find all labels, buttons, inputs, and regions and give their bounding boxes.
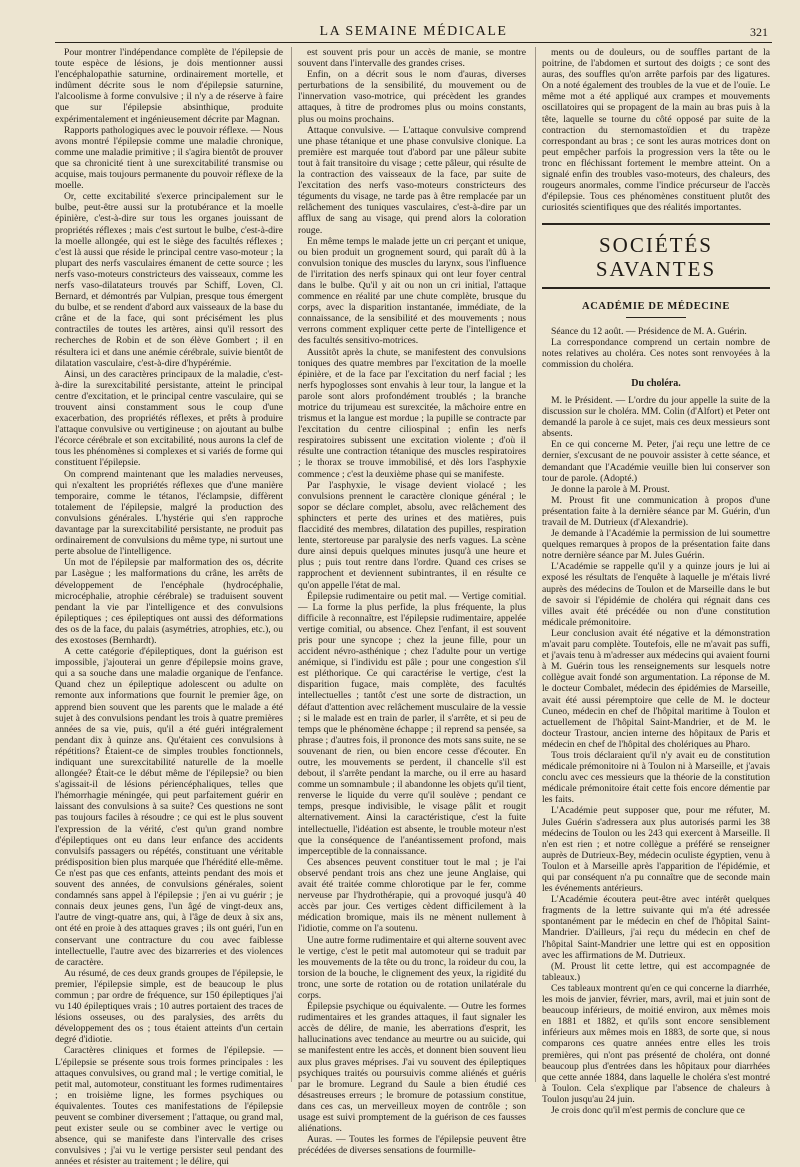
paragraph: En même temps le malade jette un cri perçant et unique, ou bien produit un grognement sourd, qui paraît dû à la convulsion tonique des muscles du larynx, sous l'influence de l'irritation des nerfs spinaux qui ont leur foyer central dans le bulbe. Qu'il y ait ou non un cri initial, l'attaque commence en réalité par une chute complète, brusque du corps, avec la disparition instantanée, immédiate, de la connaissance, de la sensibilité et des mouvements ; nous verrons comment expliquer cette perte de l'intelligence et des facultés sensitivo-motrices. [298,235,526,347]
subheading: Du choléra. [631,377,681,389]
paragraph: Attaque convulsive. — L'attaque convulsive comprend une phase tétanique et une phase convulsive clonique. La première est marquée tout d'abord par une pâleur subite tout à fait transitoire du visage ; cette pâleur, qui résulte de la contraction des vaisseaux de la face, par suite de l'excitation des nerfs vaso-moteurs constricteurs des téguments du visage, ne tarde pas à être remplacée par un relâchement des tuniques vasculaires, c'est-à-dire par un afflux de sang au visage, qui prend alors la coloration rouge. [298,124,526,236]
paragraph: Épilepsie psychique ou équivalente. — Outre les formes rudimentaires et les grandes attaques, il faut signaler les accès de délire, de manie, les aberrations d'esprit, les hallucinations avec tendance au meurtre ou au suicide, qui se manifestent entre les accès, et donnent bien souvent lieu aux plus graves méprises. J'ai vu souvent des épileptiques psychiques traités ou poursuivis comme aliénés et guéris par le bromure. Legrand du Saule a bien étudié ces désastreuses erreurs ; le bromure de potassium constitue, dans ces cas, un merveilleux moyen de contrôle ; son usage est suivi promptement de la guérison de ces fausses aliénations. [298,1001,526,1135]
column-divider [291,47,292,1082]
paragraph: Enfin, on a décrit sous le nom d'auras, diverses perturbations de la sensibilité, du mouvement ou de l'innervation vaso-motrice, qui précèdent les grandes attaques, à titre de prodromes plus ou moins constants, plus ou moins prochains. [298,69,526,125]
paragraph: Ces tableaux montrent qu'en ce qui concerne la diarrhée, les mois de janvier, février, mars, avril, mai et juin sont de beaucoup inférieurs, de moitié environ, aux mêmes mois en 1881 et 1882, et qu'ils sont encore sensiblement inférieurs aux mêmes mois en 1883, de sorte que, si nous comparons ces quatre années entre elles les trois premières, qui n'ont pas présenté de choléra, ont donné beaucoup plus d'entrées dans les hôpitaux pour diarrhées que cette année 1884, dans laquelle le choléra s'est montré à Toulon. Cela s'explique par l'absence de chaleurs à Toulon jusqu'au 24 juin. [542,982,770,1105]
column-divider [535,47,536,1082]
paragraph: Je demande à l'Académie la permission de lui soumettre quelques remarques à propos de la présentation faite dans notre dernière séance par M. Jules Guérin. [542,528,770,562]
paragraph: Par l'asphyxie, le visage devient violacé ; les convulsions prennent le caractère clonique général ; le sopor se déclare complet, absolu, avec relâchement des sphincters et perte des urines et des matières, puis flaccidité des membres, dilatation des pupilles, respiration lente, stertoreuse par paralysie des nerfs vagues. La scène dure ainsi depuis quelques minutes jusqu'à une heure et plus ; puis tout rentre dans l'ordre. Quand ces crises se rapprochent et deviennent subintrantes, il en résulte ce qu'on appelle l'état de mal. [298,479,526,591]
paragraph: Je donne la parole à M. Proust. [551,483,670,495]
column-3 [542,47,770,1116]
journal-title: LA SEMAINE MÉDICALE [319,24,508,39]
paragraph: Rapports pathologiques avec le pouvoir réflexe. — Nous avons montré l'épilepsie comme une maladie chronique, comme une maladie primitive ; il s'agira bientôt de prouver que sa chronicité tient à une surexcitabilité transmise ou acquise, mais toujours permanente du pouvoir réflexe de la moelle. [55,124,283,192]
paragraph: On comprend maintenant que les maladies nerveuses, qui n'exaltent les propriétés réflexes que d'une manière temporaire, comme le tétanos, l'éclampsie, diffèrent totalement de l'épilepsie, malgré la production des convulsions générales. L'hystérie qui s'en rapproche davantage par la surexcitabilité persistante, ne produit pas ordinairement de convulsions du même type, ni surtout une perte absolue de l'intelligence. [55,468,283,558]
paragraph: Au résumé, de ces deux grands groupes de l'épilepsie, le premier, l'épilepsie simple, est de beaucoup le plus commun ; par ordre de fréquence, sur 150 épileptiques j'ai vu 140 épileptiques vrais ; 10 autres portaient des traces de lésions osseuses, ou des paralysies, des arrêts du développement des os ; tous étaient atteints d'un certain degré d'idiotie. [55,967,283,1046]
session-line: Séance du 12 août. — Présidence de M. A. Guérin. [551,325,747,337]
correspondence-note: La correspondance comprend un certain nombre de notes relatives au choléra. Ces notes sont renvoyées à la commission du choléra. [542,336,770,370]
section-title: SOCIÉTÉS SAVANTES [595,233,717,282]
paragraph: Tous trois déclaraient qu'il n'y avait eu de constitution médicale prémonitoire ni à Toulon ni à Marseille, et j'avais conclu avec ces messieurs que la théorie de la constitution médicale prémonitoire était cette fois encore démentie par les faits. [542,749,770,806]
paragraph: Or, cette excitabilité s'exerce principalement sur le bulbe, peut-être aussi sur la protubérance et la moelle épinière, c'est-à-dire sur tous les organes jouissant de propriétés réflexes ; mais c'est surtout le bulbe, c'est-à-dire la moelle allongée, qui est le siège des facultés réflexes ; c'est là aussi que réside le principal centre vaso-moteur ; la plupart des nerfs vasculaires émanent de cette source ; les nerfs vaso-moteurs constricteurs des vaisseaux, comme les nerfs vaso-dilatateurs trouvés par Schiff, Loven, Cl. Bernard, et démontrés par Vulpian, presque tous émergent du bulbe, et se rendent d'abord aux vaisseaux de la base du crâne et de la face, qui sont précisément les plus contractiles de toutes les artères, ainsi qu'il ressort des recherches de Robin et de son élève Gombert ; il en résultera ici et dans une anémie cérébrale, suivie bientôt de dilatation vasculaire, c'est-à-dire d'hypérémie. [55,191,283,369]
page-number: 321 [750,25,768,39]
paragraph: Je crois donc qu'il m'est permis de conclure que ce [551,1104,745,1116]
paragraph: L'Académie écoutera peut-être avec intérêt quelques fragments de la lettre suivante qui m'a été adressée spontanément par le médecin en chef de l'hôpital Saint-Mandrier. D'ailleurs, j'ai reçu du médecin en chef de l'hôpital Saint-Mandrier une lettre qui est en opposition avec les affirmations de M. Dutrieux. [542,894,770,961]
paragraph: En ce qui concerne M. Peter, j'ai reçu une lettre de ce dernier, s'excusant de ne pouvoir assister à cette séance, et demandant que l'Académie veuille bien lui conserver son tour de parole. (Adopté.) [542,439,770,484]
paragraph: A cette catégorie d'épileptiques, dont la guérison est impossible, j'ajouterai un genre d'épilepsie moins grave, qui a sa souche dans une maladie organique de l'enfance. Quand chez un épileptique adolescent ou adulte on remonte aux informations que fournit le premier âge, on apprend bien souvent que les parents que le malade a été sujet à des convulsions pendant les trois à quatre premières années de sa vie, puis, qu'il a été guéri intégralement pendant dix à quinze ans. Qu'étaient ces convulsions à répétitions? Étaient-ce de simples troubles fonctionnels, indiquant une surexcitabilité naturelle de la moelle allongée? Était-ce le début même de l'épilepsie? ou bien s'agissait-il de lésions périencéphaliques, telles que l'hémorrhagie méningée, qui peut parfaitement guérir en laissant des convulsions à sa suite? Ces questions ne sont pas toujours faciles à résoudre ; ce qui est le plus souvent l'expression de la vérité, c'est qu'un grand nombre d'épileptiques ont eu dans leur enfance des accidents convulsifs passagers ou répétés, constituant une véritable prédisposition bien plus marquée que l'hérédité elle-même. Ce n'est pas que ces enfants, atteints pendant des mois et souvent des années, de convulsions générales, soient condamnés sans appel à l'épilepsie ; j'en ai vu guérir ; je connais deux jeunes gens, l'un âgé de vingt-deux ans, l'autre de vingt-quatre ans, qui, à l'âge de deux à six ans, ont été en proie à des attaques graves ; ils ont guéri, l'un en conservant une contracture du cou avec faiblesse intellectuelle, l'autre avec des bizarreries et des violences de caractère. [55,646,283,968]
academy-title: ACADÉMIE DE MÉDECINE [582,301,730,313]
text-columns [55,47,770,1167]
paragraph: L'Académie se rappelle qu'il y a quinze jours je lui ai exposé les résultats de l'enquête à laquelle je m'étais livré auprès des médecins de Toulon et de Marseille dans le but de savoir si l'épidémie de choléra qui régnait dans ces villes avait été précédée ou non d'une constitution médicale prémonitoire. [542,561,770,628]
column-1 [55,47,283,1167]
paragraph: est souvent pris pour un accès de manie, se montre souvent dans l'intervalle des grandes crises. [298,47,526,70]
paragraph: Un mot de l'épilepsie par malformation des os, décrite par Lasègue ; les malformations du crâne, les arrêts de développement de l'encéphale (hydrocéphalie, microcéphalie, atrophie cérébrale) se traduisent souvent pendant la vie par l'intelligence et des convulsions épileptiques ; ces épileptiques ont aussi des déformations des os de la face, du palais (asymétries, atrophies, etc.), ou des exostoses (Bernhardt). [55,557,283,646]
running-header [55,24,772,43]
paragraph: Aussitôt après la chute, se manifestent des convulsions toniques des quatre membres par l'excitation de la moelle épinière, et de la face par l'excitation du nerf facial ; les nerfs hypoglosses sont envahis à leur tour, la langue et la parole sont alors profondément troublés ; la branche motrice du trijumeau est surexcitée, la mâchoire entre en trismus et la langue est mordue ; la pupille se contracte par l'excitation du centre ciliospinal ; enfin les nerfs respiratoires subissent une excitation violente ; d'où il résulte une contraction tétanique des muscles respiratoires ; le thorax se trouve immobilisé, et dès lors l'asphyxie commence ; c'est la deuxième phase qui se manifeste. [298,346,526,480]
section-heading-box [542,223,770,289]
paragraph: L'Académie peut supposer que, pour me réfuter, M. Jules Guérin s'adressera aux plus autorisés parmi les 38 médecins de Toulon ou les 243 qui exercent à Marseille. Il n'en est rien ; et notre collègue a préféré se renseigner auprès de Dutrieux-Bey, médecin oculiste égyptien, venu à Toulon et à Marseille après l'apparition de l'épidémie, et qui par conséquent n'a pu connaître que de seconde main les événements antérieurs. [542,805,770,895]
paragraph: Leur conclusion avait été négative et la démonstration m'avait paru complète. Toutefois, elle ne m'avait pas suffi, et j'avais tenu à m'adresser aux médecins qui avaient fourni à M. Guérin tous les renseignements sur lesquels notre collègue avait fondé son argumentation. La réponse de M. le docteur Combalet, médecin des épidémies de Marseille, avait été aussi péremptoire que celle de M. le docteur Cuneo, médecin en chef de l'hôpital maritime à Toulon et actuellement de l'hôpital Saint-Mandrier, et de M. le docteur Trastour, ancien interne des hôpitaux de Paris et médecin en chef de l'hôpital des cholériques au Pharo. [542,627,770,750]
paragraph: M. Proust fit une communication à propos d'une présentation faite à la dernière séance par M. Guérin, d'un travail de M. Dutrieux (d'Alexandrie). [542,494,770,528]
paragraph: Une autre forme rudimentaire et qui alterne souvent avec le vertige, c'est le petit mal automoteur qui se traduit par les mouvements de la tête ou du tronc, la roideur du cou, la torsion de la bouche, le clignement des yeux, la rigidité du tronc, une sorte de rotation ou de rotation unilatérale du corps. [298,934,526,1001]
paragraph: Auras. — Toutes les formes de l'épilepsie peuvent être précédées de diverses sensations de fourmille- [298,1134,526,1157]
paragraph: Ainsi, un des caractères principaux de la maladie, c'est-à-dire la surexcitabilité persistante, atteint le principal centre d'excitation, et le principal centre vasculaire, qui se trouvent ainsi constamment sous le coup d'une exacerbation, des propriétés réflexes, et prêts à produire l'attaque convulsive ou vertigineuse ; on ajoutant au bulbe l'écorce cérébrale et son excitabilité, nous aurons la clef de tous les phénomènes si complexes et si variés de forme qui constituent l'épilepsie. [55,368,283,469]
paragraph: (M. Proust lit cette lettre, qui est accompagnée de tableaux.) [542,960,770,983]
paragraph: Pour montrer l'indépendance complète de l'épilepsie de toute espèce de lésions, je dois mentionner aussi l'encéphalopathie saturnine, ordinairement mortelle, et indûment décrite sous le nom d'épilepsie saturnine, l'alcoolisme à forme convulsive ; il n'y a de réserve à faire que sur l'épilepsie absinthique, produite expérimentalement et ingénieusement décrite par Magnan. [55,47,283,125]
title-rule [626,317,686,318]
paragraph: ments ou de douleurs, ou de souffles partant de la poitrine, de l'abdomen et surtout des doigts ; ce sont des auras, des souffles qu'on arrête parfois par des ligatures. On a noté également des troubles de la vue et de l'ouïe. Le même mot a été appliqué aux crampes et mouvements oscillatoires qui se propagent de la main au bras puis à la tête, laquelle se tourne du côté opposé par suite de la contraction du sternomastoïdien et du trapèze correspondant au bras ; ce sont les auras motrices dont on peut empêcher parfois la progression vers la tête ou le tronc en fléchissant fortement le membre atteint. On a signalé enfin des troubles vaso-moteurs, des chaleurs, des rougeurs anormales, comme l'indice précurseur de l'accès d'épilepsie. Tous ces phénomènes constituent plutôt des curiosités scientifiques que des réalités importantes. [542,47,770,214]
paragraph: Épilepsie rudimentaire ou petit mal. — Vertige comitial. — La forme la plus perfide, la plus fréquente, la plus difficile à reconnaître, est l'épilepsie rudimentaire, appelée vertige comitial, ou absence. Chez l'enfant, il est souvent pris pour une syncope ; chez la jeune fille, pour un accident névro-asthénique ; chez l'adulte pour un vertige anémique, si l'individu est pâle ; pour une congestion s'il est pléthorique. Ce qui caractérise le vertige, c'est la disparition fugace, mais complète, des facultés intellectuelles ; tantôt c'est une sorte de distraction, un défaut d'attention avec relâchement musculaire de la vessie ; si le malade est en train de parler, il s'arrête, et si peu de temps que le phénomène échappe ; il reprend sa pensée, sa phrase ; d'autres fois, il prononce des mots sans suite, ne se souvenant de rien, ou bien encore cesse d'écouter. En outre, les mouvements se perdent, il chancelle s'il est debout, il s'arrête pendant la marche, ou il erre au hasard comme un somnambule ; il abandonne les objets qu'il tient, renverse le liquide du verre qu'il soulève ; pendant ce temps, presque indivisible, le visage pâlit et rougit alternativement. Ainsi la caractéristique, c'est la fuite intellectuelle, l'idéation est absente, le trouble moteur n'est que la conséquence de l'anéantissement profond, mais imperceptible de la connaissance. [298,590,526,857]
paragraph: Ces absences peuvent constituer tout le mal ; je l'ai observé pendant trois ans chez une jeune Anglaise, qui avait été traitée comme chlorotique par le fer, comme nerveuse par l'hydrothérapie, qui a provoqué jusqu'à 40 accès par jour. Ces vertiges cèdent difficilement à la médication bromique, mais ils ne mènent nullement à l'idiotie, comme on l'a soutenu. [298,856,526,935]
column-2 [298,47,526,1157]
paragraph: M. le Président. — L'ordre du jour appelle la suite de la discussion sur le choléra. MM. Colin (d'Alfort) et Peter ont demandé la parole à ce sujet, mais ces deux messieurs sont absents. [542,394,770,440]
paragraph: Caractères cliniques et formes de l'épilepsie. — L'épilepsie se présente sous trois formes principales : les attaques convulsives, ou grand mal ; le vertige comitial, le petit mal, automoteur, constituant les formes rudimentaires ; en troisième ligne, les formes psychiques ou équivalentes. Toutes ces manifestations de l'épilepsie peuvent se combiner diversement ; l'attaque, ou grand mal, peut exister seule ou se combiner avec le vertige ou absence, qui se manifeste dans l'intervalle des crises convulsives ; j'ai vu le vertige persister seul pendant des années et résister au traitement ; le délire, qui [55,1045,283,1167]
